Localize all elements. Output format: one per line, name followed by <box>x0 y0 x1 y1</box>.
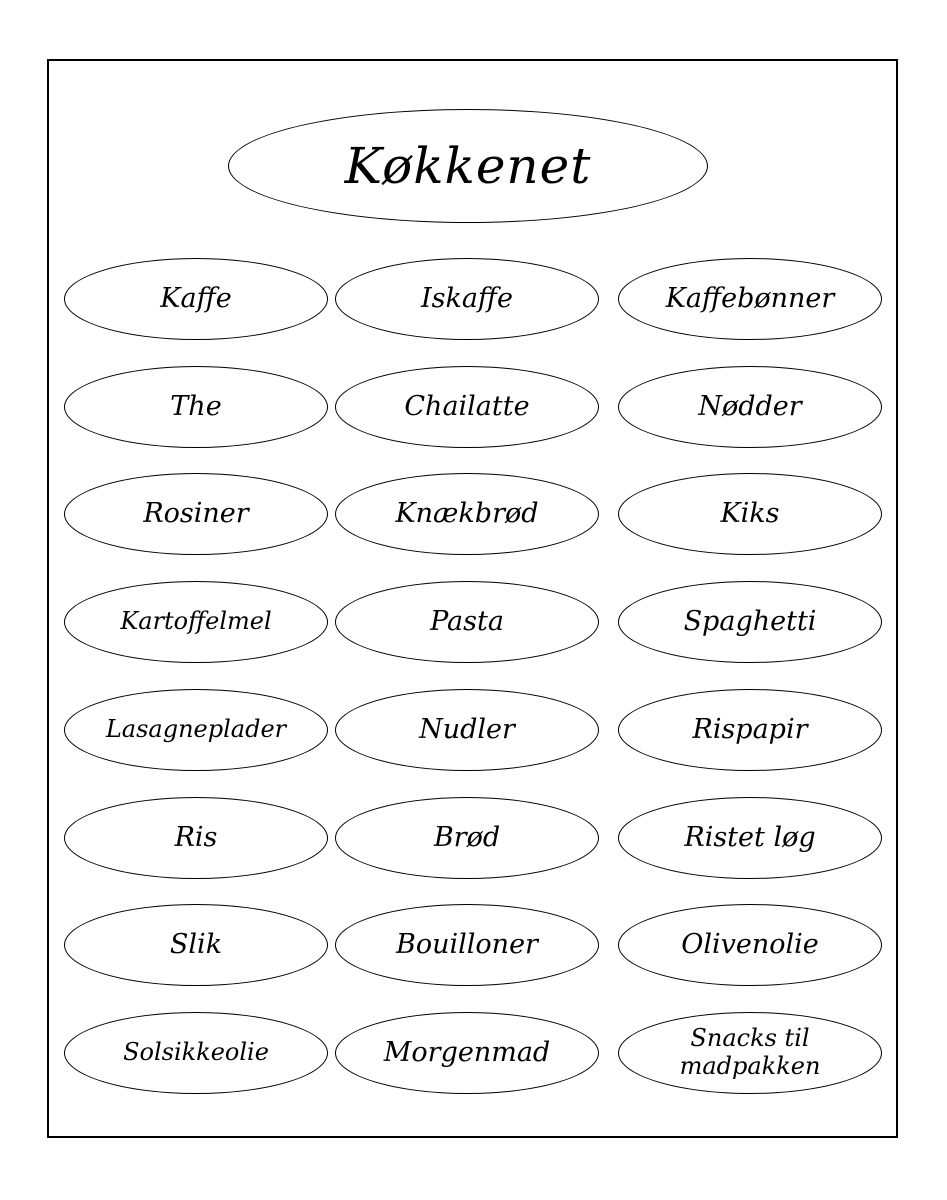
label-text: Solsikkeolie <box>123 1038 269 1067</box>
label-text: The <box>170 391 222 423</box>
label-text: Ris <box>174 822 218 854</box>
label-text: Bouilloner <box>396 929 538 961</box>
label-oval <box>618 797 882 879</box>
label-text: Lasagneplader <box>105 715 287 744</box>
label-oval <box>618 473 882 555</box>
label-oval <box>335 689 599 771</box>
label-text: Brød <box>433 822 501 854</box>
label-text: Spaghetti <box>683 606 817 638</box>
label-oval <box>618 581 882 663</box>
label-text: Chailatte <box>404 391 530 423</box>
label-oval <box>618 366 882 448</box>
label-oval <box>64 473 328 555</box>
label-oval <box>335 473 599 555</box>
label-oval <box>64 366 328 448</box>
label-oval <box>335 797 599 879</box>
label-oval <box>618 904 882 986</box>
label-text: Kiks <box>720 498 780 530</box>
label-oval <box>64 581 328 663</box>
page-title: Køkkenet <box>344 137 592 195</box>
label-oval <box>618 1012 882 1094</box>
label-text: Nudler <box>419 714 515 746</box>
label-text: Kaffebønner <box>665 283 835 315</box>
title-oval <box>228 109 708 223</box>
label-oval <box>335 366 599 448</box>
label-oval <box>64 258 328 340</box>
label-oval <box>335 904 599 986</box>
label-text: Nødder <box>698 391 802 423</box>
label-text: Snacks til madpakken <box>679 1024 821 1080</box>
label-text: Rispapir <box>692 714 808 746</box>
label-oval <box>64 904 328 986</box>
label-oval <box>64 797 328 879</box>
label-text: Knækbrød <box>395 498 539 530</box>
label-text: Kartoffelmel <box>120 607 272 636</box>
label-text: Iskaffe <box>420 283 514 315</box>
label-oval <box>335 258 599 340</box>
label-oval <box>618 258 882 340</box>
label-text: Ristet løg <box>684 822 816 854</box>
label-oval <box>64 689 328 771</box>
label-text: Kaffe <box>160 283 232 315</box>
label-text: Olivenolie <box>681 929 819 961</box>
label-text: Morgenmad <box>383 1037 551 1069</box>
label-text: Rosiner <box>143 498 249 530</box>
label-oval <box>335 1012 599 1094</box>
label-oval <box>618 689 882 771</box>
label-text: Slik <box>169 929 223 961</box>
label-text: Pasta <box>430 606 504 638</box>
label-oval <box>64 1012 328 1094</box>
label-oval <box>335 581 599 663</box>
